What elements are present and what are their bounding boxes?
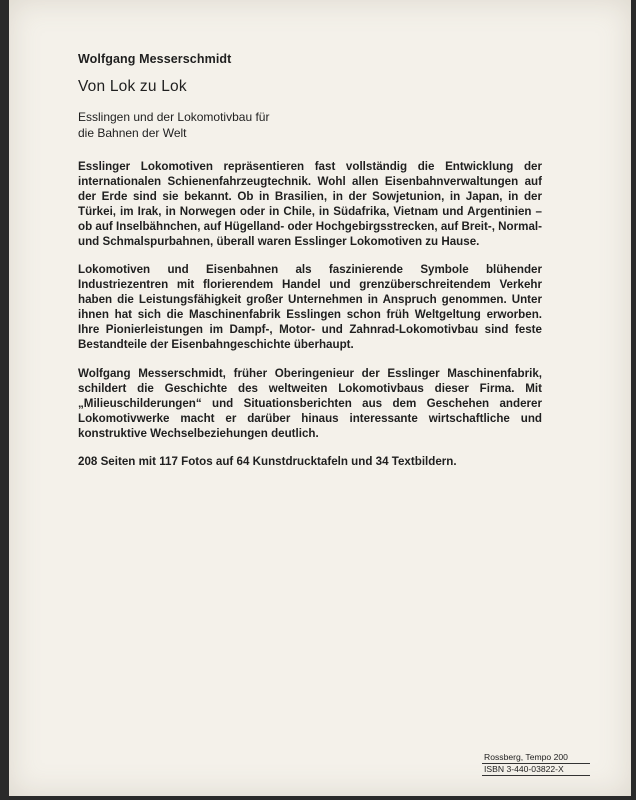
blurb-content [78,52,548,470]
publisher-isbn-box [482,752,590,776]
blurb-paragraph-1: Esslinger Lokomotiven repräsentieren fast vollständig die Entwicklung der internationalen Schienenfahrzeugtechnik. Wohl allen Eisenbahnverwaltungen auf der Erde sind sie bekannt. Ob in Brasilien, in der Sowjetunion, in Japan, in der Türkei, im Irak, in Norwegen oder in Chile, in Südafrika, Vietnam und Argentinien – ob auf Inselbähnchen, auf Hügelland- oder Hochgebirgsstrecken, auf Breit-, Normal- und Schmalspurbahnen, überall waren Esslinger Lokomotiven zu Hause. [78,160,542,248]
scan-right-edge [631,0,636,800]
blurb-paragraph-3: Wolfgang Messerschmidt, früher Oberingenieur der Esslinger Maschinenfabrik, schildert die Geschichte des weltweiten Lokomotivbaus dieser Firma. Mit „Milieuschilderungen“ und Situationsberichten aus dem Geschehen anderer Lokomotivwerke macht er darüber hinaus interessante wirtschaftliche und konstruktive Wechselbeziehungen deutlich. [78,366,542,440]
scan-bottom-edge [0,796,636,800]
subtitle-line-2: die Bahnen der Welt [78,126,187,140]
subtitle-line-1: Esslingen und der Lokomotivbau für [78,110,270,124]
publisher-series: Rossberg, Tempo 200 [484,752,568,762]
author-name: Wolfgang Messerschmidt [78,52,232,66]
isbn-number: ISBN 3-440-03822-X [482,763,590,776]
book-subtitle [78,109,548,141]
blurb-paragraph-2: Lokomotiven und Eisenbahnen als faszinierende Symbole blühender Industriezentren mit florierendem Handel und grenzüberschreitendem Verkehr haben die Leistungsfähigkeit großer Unternehmen in Anspruch genommen. Unter ihnen hat sich die Maschinenfabrik Esslingen schon früh Weltgeltung erworben. Ihre Pionierleistungen im Dampf-, Motor- und Zahnrad-Lokomotivbau sind feste Bestandteile der Eisenbahngeschichte überhaupt. [78,263,542,351]
book-title: Von Lok zu Lok [78,78,187,95]
scan-left-edge [0,0,9,800]
book-back-cover [9,0,631,796]
blurb-paragraph-4: 208 Seiten mit 117 Fotos auf 64 Kunstdrucktafeln und 34 Textbildern. [78,455,457,469]
